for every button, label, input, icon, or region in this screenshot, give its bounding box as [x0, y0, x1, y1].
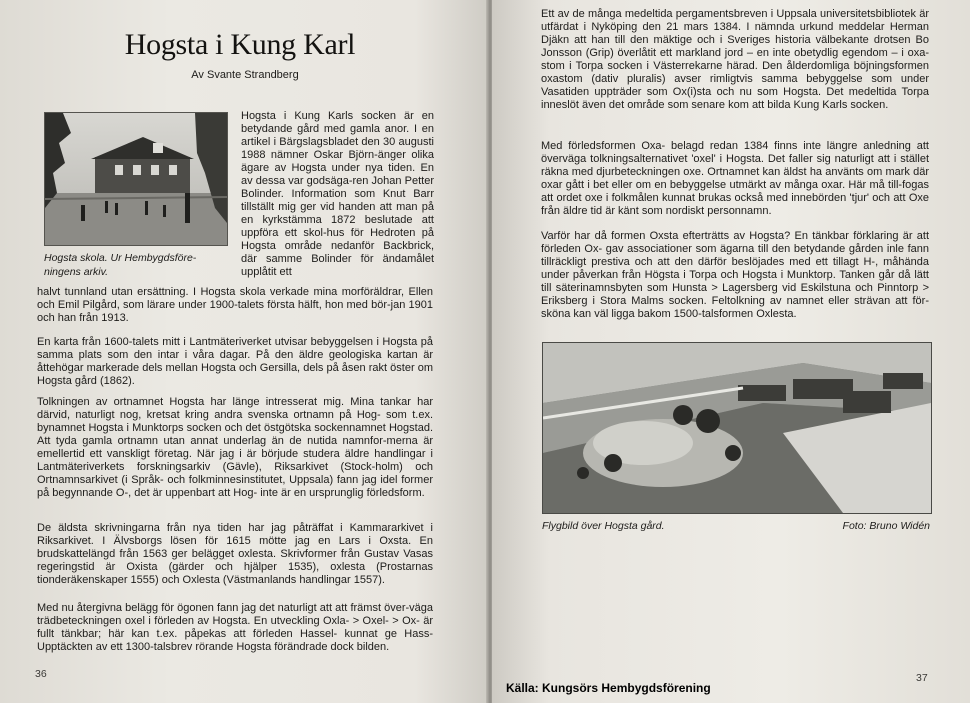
- aerial-photo: [542, 342, 932, 514]
- map-paragraph: [37, 336, 433, 388]
- interpretation-paragraph-text: Tolkningen av ortnamnet Hogsta har länge intresserat mig. Mina tankar har därvid, naturligt nog, kretsat kring andra svenska ortnamn på Hog- som t.ex. bynamnet Hogsta i Munktorps socken och det östgötska sockennamnet Hogstad. Att tyda gamla ortnamn utan annat underlag än de nutida namnfor-merna är emellertid ett vanskligt företag. När jag i är börjude studera äldre handlingar i Lantmäteriverkets forskningsarkiv (Gävle), Riksarkivet (Stock-holm) och Ortnamnsarkivet (i Språk- och folkminnesinstitutet, Uppsala) fann jag idel former på begynnande O-, det är uppenbart att Hog- inte är en ursprunglig förledsform.: [37, 396, 433, 499]
- aerial-photo-caption: Flygbild över Hogsta gård.: [542, 520, 665, 532]
- ox-paragraph: [541, 140, 929, 218]
- tree-name-paragraph-text: Med nu återgivna belägg för ögonen fann jag det naturligt att att främst över-väga trädbeteckningen oxel i förleden av Hogsta. En utveckling Oxla- > Oxel- > Ox- är fullt tänkbar; här kan t.ex. påpekas att förleden Hassel- kunnat ge Hass- Upptäckten av ett 1300-talsbrev rörande Hogsta förändrade dock bilden.: [37, 602, 433, 653]
- intro-paragraph: [241, 110, 434, 279]
- oldest-records-paragraph: [37, 522, 433, 587]
- aerial-photo-credit: Foto: Bruno Widén: [842, 520, 930, 532]
- source-note: Källa: Kungsörs Hembygdsförening: [506, 681, 711, 695]
- letter-paragraph: [541, 8, 929, 112]
- school-photo-image: [45, 113, 227, 245]
- school-photo: [44, 112, 228, 246]
- intro-paragraph-text: Hogsta i Kung Karls socken är en betydande gård med gamla anor. I en artikel i Bärgslagsbladet den 30 augusti 1988 nämner Oskar Björn-änger olika ägare av Hogsta under nya tiden. En av dessa var godsäga-ren Johan Petter Bolinder. Information som Knut Barr tillställt mig ger vid handen att man på en kyrkstämma 1872 beslutade att uppföra ett skol-hus för Hedroten på Hogsta område nedanför Backbrick, där samme Bolinder för ändamålet upplåtit ett: [241, 110, 434, 278]
- ox-paragraph-text: Med förledsformen Oxa- belagd redan 1384 finns inte längre anledning att överväga tolkningsalternativet 'oxel' i Hogsta. Det faller sig naturligt att i stället räkna med djurbeteckningen oxe. Ortnamnet kan äldst ha använts om mark där oxar gått i bet eller om en bebyggelse utmärkt av många oxar. Här må till-fogas att ordet oxe i folkmålen kunnat brukas också med innebörden 'tjur' och att Oxe från äldre tid är känt som nordiskt personnamn.: [541, 140, 929, 217]
- interpretation-paragraph: [37, 396, 433, 500]
- oldest-records-paragraph-text: De äldsta skrivningarna från nya tiden har jag påträffat i Kammararkivet i Riksarkivet. I Älvsborgs lösen för 1615 mötte jag en Lars i Oxsta. En brudskattelängd från 1563 ger belägget oxlesta. Skrivformer från Gustav Vasas regeringstid är Oxista (gärder och hjälper 1535), oxlesta (Prostarnas tionderäkenskaper 1555) och Oxlesta (Västmanlands handlingar 1557).: [37, 522, 433, 586]
- tree-name-paragraph: [37, 602, 433, 654]
- aerial-photo-image: [543, 343, 931, 513]
- page-number-left: 36: [35, 668, 47, 680]
- map-paragraph-text: En karta från 1600-talets mitt i Lantmäteriverket utvisar bebyggelsen i Hogsta på samma plats som den intar i våra dagar. På den äldre geologiska kartan är åttehögar markerade dels mellan Hogsta och Gersilla, dels på åsen rakt öster om Hogsta gård (1862).: [37, 336, 433, 387]
- name-change-paragraph-text: Varför har då formen Oxsta efterträtts av Hogsta? En tänkbar förklaring är att förleden Ox- gav associationer som ägarna till den betydande gården inle fann tillräckligt prestiva och att den därför beslöjades med ett tillagt H-, måhända under påverkan från Högsta i Torpa och Hogsta i Munktorp. Tanken går då lätt till säterinamnsbyten som Hunsta > Lagersberg vid Eskilstuna och Pinntorp > Eriksberg i Stora Malms socken. Feltolkning av namnet eller strävan att för-sköna kan väl ligga bakom 1500-talsformen Oxlesta.: [541, 230, 929, 320]
- letter-paragraph-text: Ett av de många medeltida pergamentsbreven i Uppsala universitetsbibliotek är utfärdat i Nyköping den 21 mars 1384. I nämnda urkund meddelar Herman Djäkn att han till den mäktige och i Sveriges historia välbekante drotsen Bo Jonsson (Grip) överlåtit ett markland jord – en inte obetydlig egendom – i oxa-stom i Torpa socken i Västerrekarne härad. Den ålderdomliga böjningsformen oxastom (dativ pluralis) avser rimligtvis samma bebyggelse som under Vasatiden uppträder som Ox(i)sta och nu som Hogsta. Det medeltida Torpa inneslöt även det område som senare kom att bilda Kung Karls socken.: [541, 8, 929, 111]
- intro-continuation-text: halvt tunnland utan ersättning. I Hogsta skola verkade mina morföräldrar, Ellen och Emil Pilgård, som lärare under 1900-talets första hälft, hon med bör-jan 1901 och han från 1913.: [37, 286, 433, 324]
- school-photo-caption: Hogsta skola. Ur Hembygdsföre-ningens arkiv.: [44, 252, 197, 278]
- article-title: Hogsta i Kung Karl: [124, 28, 356, 61]
- page-number-right: 37: [916, 672, 928, 684]
- intro-continuation: [37, 286, 433, 325]
- byline: Av Svante Strandberg: [191, 69, 299, 81]
- name-change-paragraph: [541, 230, 929, 321]
